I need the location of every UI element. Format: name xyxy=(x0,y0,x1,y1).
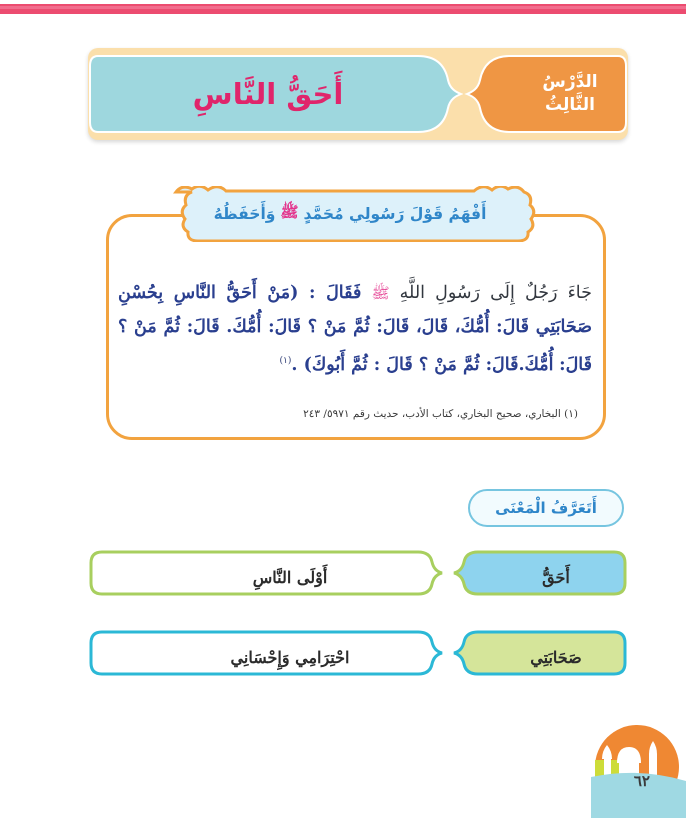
vocabulary-definition: أَوْلَى النَّاسِ xyxy=(252,567,328,587)
lesson-number-line-1: الدَّرْسُ xyxy=(542,72,598,93)
lesson-title: أَحَقُّ النَّاسِ xyxy=(192,77,344,111)
vocabulary-definition: احْتِرَامِي وَإِحْسَانِي xyxy=(230,647,350,667)
vocabulary-term: صَحَابَتِي xyxy=(530,647,582,667)
hadith-line-2: صَحَابَتِي قَالَ: أُمُّكَ، قَالَ، قَالَ: ثُمَّ مَنْ ؟ قَالَ: أُمُّكَ. قَالَ: ثُمَّ مَنْ ؟ قَالَ: xyxy=(118,317,592,375)
page-number: ٦٢ xyxy=(633,772,650,790)
footer-mosque-decoration xyxy=(585,715,686,818)
lesson-number-line-2: الثَّالِثُ xyxy=(545,94,595,115)
salawat-icon-inline: ﷺ xyxy=(371,284,390,302)
hadith-line-1-narration: جَاءَ رَجُلٌ إِلَى رَسُولِ اللَّهِ xyxy=(399,283,592,303)
vocabulary-row-2 xyxy=(88,629,628,685)
lesson-header-banner xyxy=(88,48,628,140)
hadith-heading-after: وَأَحَفَظُهُ xyxy=(213,205,276,223)
hadith-footnote: (١) البخاري، صحيح البخاري، كتاب الأدب، حديث رقم ٥٩٧١/ ٢٤٣ xyxy=(303,408,578,420)
hadith-heading-pill xyxy=(150,186,550,242)
lesson-number xyxy=(518,48,622,140)
top-accent-highlight xyxy=(0,6,686,9)
hadith-heading-text xyxy=(150,186,550,242)
meaning-section-title: أَتَعَرَّفُ الْمَعْنَى xyxy=(468,489,624,527)
vocabulary-row-1 xyxy=(88,549,628,605)
hadith-text xyxy=(118,276,592,382)
hadith-line-3: أُمُّكَ.قَالَ: ثُمَّ مَنْ ؟ قَالَ : ثُمَّ أَبُوكَ) . xyxy=(291,354,554,375)
hadith-heading-before: أَفْهَمُ قَوْلَ رَسُولِي مُحَمَّدٍ xyxy=(303,205,487,223)
vocabulary-term: أَحَقُّ xyxy=(542,567,570,587)
hadith-line-1-quote: فَقَالَ : (مَنْ أَحَقُّ النَّاسِ بِحُسْنِ xyxy=(118,283,362,303)
salawat-icon: ﷺ xyxy=(280,203,299,221)
footnote-marker: (١) xyxy=(279,356,292,366)
